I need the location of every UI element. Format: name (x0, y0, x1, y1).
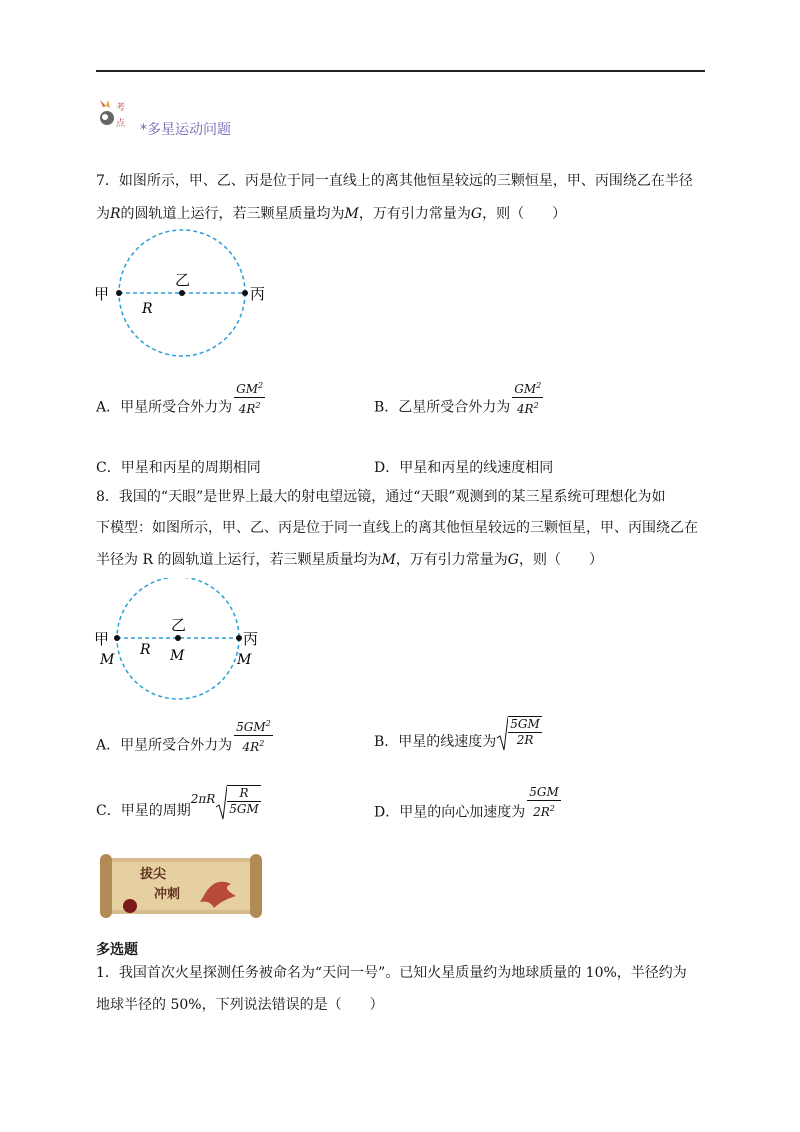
q7-star-yi (179, 290, 185, 296)
scroll-dragon-icon (96, 852, 264, 920)
q8-star-yi (175, 635, 181, 641)
q8-option-a[interactable]: A．甲星所受合外力为 $\frac{5GM^2}{4R^2}$ (96, 719, 271, 754)
q8-stem-line1: 8．我国的“天眼”是世界上最大的射电望远镜，通过“天眼”观测到的某三星系统可理想化为如 (96, 489, 666, 505)
q7-stem-line2: 为R的圆轨道上运行，若三颗星质量均为M，万有引力常量为G，则（ ） (96, 206, 567, 222)
m1-stem-line1: 1．我国首次火星探测任务被命名为“天问一号”。已知火星质量约为地球质量的 10%，半径约为 (96, 965, 687, 981)
section-title: 多选题 (96, 942, 138, 958)
q8-label-mass-yi: M (170, 648, 185, 664)
q7-option-b[interactable]: B．乙星所受合外力为 $\frac{GM^2}{4R^2}$ (374, 381, 542, 416)
q8-label-mass-bing: M (237, 652, 252, 668)
q8-stem-line3: 半径为 R 的圆轨道上运行，若三颗星质量均为M，万有引力常量为G，则（ ） (96, 552, 603, 568)
q7-orbit-diagram (90, 225, 280, 365)
q8-option-b[interactable]: B．甲星的线速度为 $\frac{5GM}{2R}$ (374, 717, 540, 750)
q7-label-bing: 丙 (250, 285, 266, 303)
q8-label-radius: R (140, 642, 151, 658)
q8-label-mass-jia: M (100, 652, 115, 668)
q7-stem-line1: 7．如图所示，甲、乙、丙是位于同一直线上的离其他恒星较远的三颗恒星，甲、丙围绕乙在半径 (96, 173, 693, 189)
q8-star-jia (114, 635, 120, 641)
q8-label-bing: 丙 (243, 630, 259, 648)
m1-stem-line2: 地球半径的 50%，下列说法错误的是（ ） (96, 997, 384, 1013)
kaodian-icon (94, 96, 140, 132)
q7-star-bing (242, 290, 248, 296)
kaodian-glyph-2: 点 (116, 119, 126, 129)
banner-line1: 拔尖 (140, 867, 167, 882)
header-rule (96, 70, 705, 72)
q7-label-jia: 甲 (94, 285, 110, 303)
banner-line2: 冲刺 (154, 887, 181, 902)
q8-option-d[interactable]: D．甲星的向心加速度为 $\frac{5GM}{2R^2}$ (374, 785, 559, 821)
q8-label-jia: 甲 (94, 630, 110, 648)
q8-label-yi: 乙 (171, 616, 187, 634)
q8-stem-line2: 下模型：如图所示，甲、乙、丙是位于同一直线上的离其他恒星较远的三颗恒星，甲、丙围绕乙在 (96, 520, 698, 536)
q8-orbit-diagram (90, 578, 270, 708)
kaodian-glyph-1: 考 (116, 103, 126, 113)
q7-label-radius: R (142, 301, 153, 317)
q8-option-c[interactable]: C．甲星的周期2πR $\frac{R}{5GM}$ (96, 786, 259, 819)
q8-star-bing (236, 635, 242, 641)
topic-title: *多星运动问题 (140, 122, 231, 138)
q7-option-c[interactable]: C．甲星和丙星的周期相同 (96, 460, 261, 476)
q7-star-jia (116, 290, 122, 296)
q7-label-yi: 乙 (175, 271, 191, 289)
q7-option-a[interactable]: A．甲星所受合外力为 $\frac{GM^2}{4R^2}$ (96, 381, 264, 416)
q7-option-d[interactable]: D．甲星和丙星的线速度相同 (374, 460, 554, 476)
